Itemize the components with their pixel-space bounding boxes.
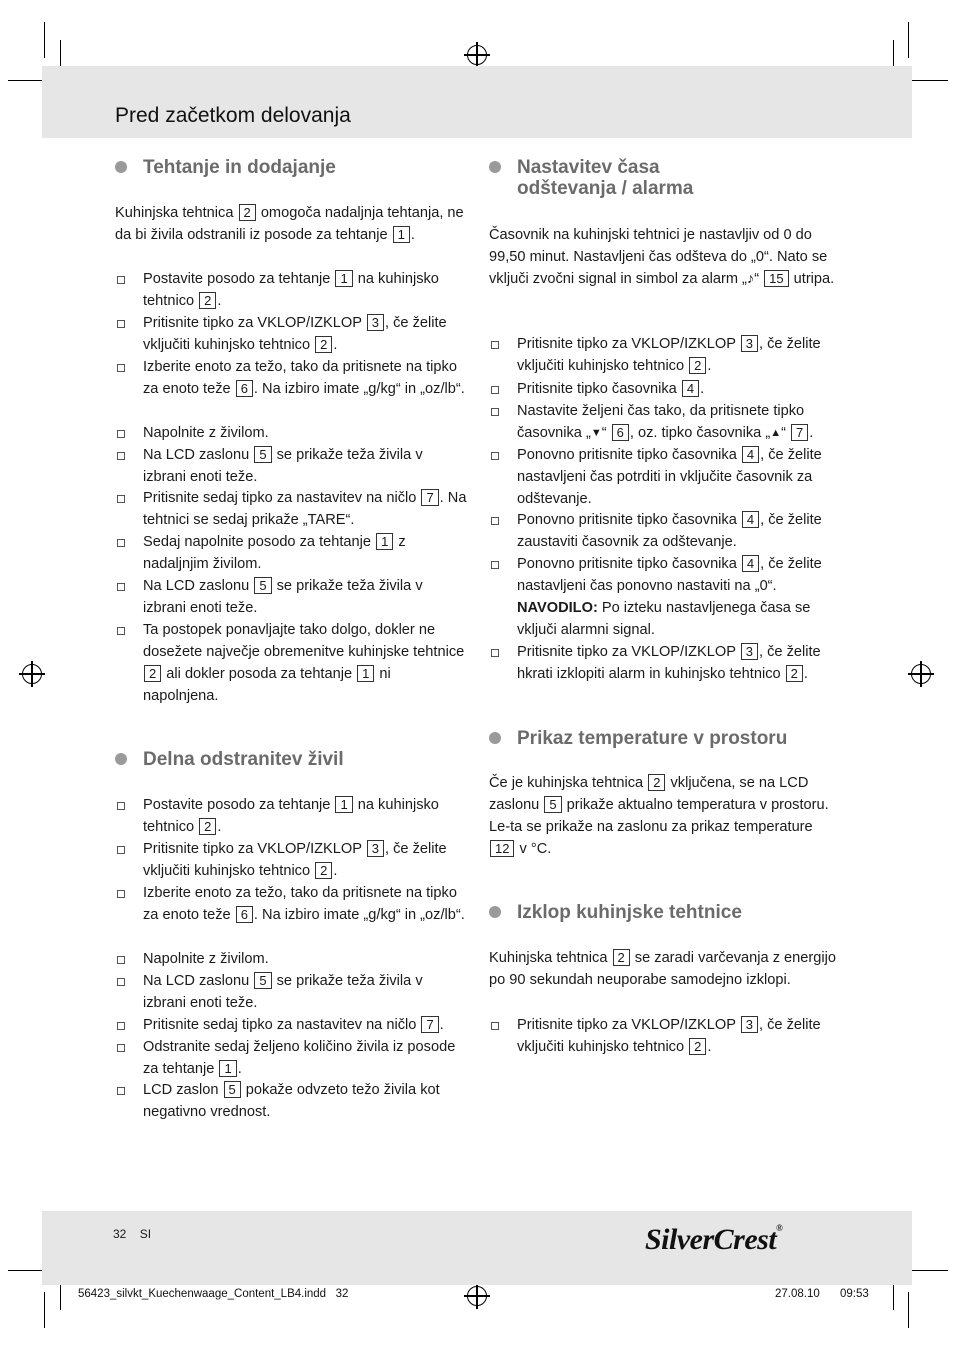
section-heading-partial-removal: [115, 749, 344, 770]
bullet-dot-icon: [489, 906, 501, 918]
list-item: Ponovno pritisnite tipko časovnika 4 , če želite zaustaviti časovnik za odštevanje.: [489, 509, 841, 553]
brand-logo: [645, 1223, 782, 1257]
checkbox-square-icon: [117, 846, 125, 854]
page-title: Pred začetkom delovanja: [115, 104, 351, 127]
ref-number: 1: [335, 796, 352, 813]
ref-number: 3: [741, 643, 758, 660]
ref-number: 7: [421, 489, 438, 506]
crop-mark: [8, 1270, 44, 1271]
section-heading-auto-off: [489, 902, 742, 923]
bullet-dot-icon: [115, 753, 127, 765]
ref-number: 15: [764, 270, 788, 287]
checkbox-square-icon: [117, 364, 125, 372]
intro-paragraph: Kuhinjska tehtnica 2 se zaradi varčevanja z energijo po 90 sekundah neuporabe samodejno izklopi.: [489, 950, 836, 988]
title-line: Nastavitev časa: [517, 157, 660, 178]
ref-number: 4: [742, 555, 759, 572]
registration-mark-icon: [467, 1286, 487, 1306]
checkbox-square-icon: [491, 649, 499, 657]
triangle-up-icon: ▲: [770, 427, 782, 439]
ref-number: 2: [144, 665, 161, 682]
ref-number: 2: [613, 949, 630, 966]
registered-mark: ®: [776, 1223, 783, 1233]
checkbox-square-icon: [117, 978, 125, 986]
ref-number: 5: [224, 1081, 241, 1098]
checkbox-square-icon: [491, 386, 499, 394]
logo-text: SilverCrest: [645, 1223, 777, 1256]
ref-number: 4: [682, 380, 699, 397]
checkbox-square-icon: [117, 1087, 125, 1095]
title-line: odštevanja / alarma: [517, 178, 694, 199]
section-title: Tehtanje in dodajanje: [143, 157, 336, 178]
crop-mark: [8, 80, 44, 81]
file-name: 56423_silvkt_Kuechenwaage_Content_LB4.indd 32: [78, 1288, 349, 1300]
intro-paragraph: Če je kuhinjska tehtnica 2 vključena, se na LCD zaslonu 5 prikaže aktualno temperatura v prostoru. Le-ta se prikaže na zaslonu za prikaz temperature 12 v °C.: [489, 775, 829, 857]
ref-number: 3: [367, 314, 384, 331]
checkbox-square-icon: [117, 583, 125, 591]
ref-number: 1: [219, 1060, 236, 1077]
section-title: Prikaz temperature v prostoru: [517, 728, 788, 749]
ref-number: 2: [199, 292, 216, 309]
crop-mark: [912, 1270, 948, 1271]
list-item: Pritisnite sedaj tipko za nastavitev na ničlo 7 .: [115, 1014, 467, 1036]
checkbox-square-icon: [117, 430, 125, 438]
list-item: Sedaj napolnite posodo za tehtanje 1 z nadaljnjim živilom.: [115, 531, 467, 575]
checkbox-square-icon: [117, 320, 125, 328]
ref-number: 2: [648, 774, 665, 791]
section-heading-temperature: [489, 728, 787, 749]
ref-number: 12: [490, 840, 514, 857]
crop-mark: [44, 22, 45, 58]
checkbox-square-icon: [491, 452, 499, 460]
section-heading-timer: [489, 157, 693, 199]
list-item: Pritisnite tipko za VKLOP/IZKLOP 3 , če želite vključiti kuhinjsko tehtnico 2 .: [115, 312, 467, 356]
ref-number: 4: [742, 511, 759, 528]
ref-number: 2: [689, 357, 706, 374]
list-item: Odstranite sedaj željeno količino živila iz posode za tehtanje 1 .: [115, 1036, 467, 1080]
registration-mark-icon: [22, 664, 42, 684]
crop-mark: [60, 1282, 61, 1310]
checkbox-square-icon: [117, 627, 125, 635]
list-item: Postavite posodo za tehtanje 1 na kuhinjsko tehtnico 2 .: [115, 794, 467, 838]
ref-number: 1: [376, 533, 393, 550]
list-item: Pritisnite sedaj tipko za nastavitev na ničlo 7 . Na tehtnici se sedaj prikaže „TARE“.: [115, 487, 467, 531]
checkbox-square-icon: [117, 495, 125, 503]
ref-number: 1: [335, 270, 352, 287]
checkbox-square-icon: [117, 956, 125, 964]
list-item: Pritisnite tipko časovnika 4 .: [489, 378, 841, 400]
ref-number: 5: [254, 577, 271, 594]
ref-number: 3: [741, 335, 758, 352]
list-item: Na LCD zaslonu 5 se prikaže teža živila v izbrani enoti teže.: [115, 575, 467, 619]
text: omogoča nadaljnja tehtanja, ne da bi živila odstranili iz posode za tehtanje: [115, 205, 464, 243]
print-date: 27.08.10: [775, 1288, 820, 1300]
list-item: Na LCD zaslonu 5 se prikaže teža živila v izbrani enoti teže.: [115, 970, 467, 1014]
checkbox-square-icon: [491, 408, 499, 416]
ref-number: 2: [315, 336, 332, 353]
crop-mark: [908, 22, 909, 58]
list-item: Pritisnite tipko za VKLOP/IZKLOP 3 , če želite vključiti kuhinjsko tehtnico 2 .: [489, 333, 841, 377]
checkbox-square-icon: [117, 276, 125, 284]
list-item: Ponovno pritisnite tipko časovnika 4 , če želite nastavljeni čas ponovno nastaviti na „0“. NAVODILO: Po izteku nastavljenega časa se vključi alarmni signal.: [489, 553, 841, 641]
ref-number: 5: [254, 972, 271, 989]
ref-number: 2: [315, 862, 332, 879]
crop-mark: [893, 40, 894, 68]
ref-number: 6: [236, 906, 253, 923]
ref-number: 3: [367, 840, 384, 857]
ref-number: 3: [741, 1016, 758, 1033]
list-item: Nastavite željeni čas tako, da pritisnete tipko časovnika „▼“ 6 , oz. tipko časovnika „▲“ 7 .: [489, 400, 841, 444]
ref-number: 2: [199, 818, 216, 835]
ref-number: 6: [612, 424, 629, 441]
section-title: Delna odstranitev živil: [143, 749, 344, 770]
registration-mark-icon: [911, 664, 931, 684]
checkbox-square-icon: [117, 1044, 125, 1052]
intro-paragraph: Časovnik na kuhinjski tehtnici je nastavljiv od 0 do 99,50 minut. Nastavljeni čas odšteva do „0“. Nato se vključi zvočni signal in simbol za alarm „♪“ 15 utripa.: [489, 227, 835, 287]
ref-number: 5: [254, 446, 271, 463]
list-item: LCD zaslon 5 pokaže odvzeto težo živila kot negativno vrednost.: [115, 1079, 467, 1123]
checkbox-square-icon: [491, 561, 499, 569]
list-item: Pritisnite tipko za VKLOP/IZKLOP 3 , če želite hkrati izklopiti alarm in kuhinjsko tehtnico 2 .: [489, 641, 841, 685]
note-label: NAVODILO:: [517, 600, 598, 616]
list-item: Pritisnite tipko za VKLOP/IZKLOP 3 , če želite vključiti kuhinjsko tehtnico 2 .: [115, 838, 467, 882]
ref-number: 6: [236, 380, 253, 397]
ref-number: 5: [544, 796, 561, 813]
ref-number: 2: [239, 204, 256, 221]
section-title: Izklop kuhinjske tehtnice: [517, 902, 742, 923]
checkbox-square-icon: [491, 1022, 499, 1030]
print-time: 09:53: [840, 1288, 869, 1300]
page-number-line: [113, 1227, 151, 1241]
checkbox-square-icon: [117, 1022, 125, 1030]
list-item: Napolnite z živilom.: [115, 948, 467, 970]
checkbox-square-icon: [117, 452, 125, 460]
checkbox-square-icon: [117, 539, 125, 547]
checkbox-square-icon: [117, 890, 125, 898]
triangle-down-icon: ▼: [590, 427, 602, 439]
bullet-dot-icon: [115, 161, 127, 173]
crop-mark: [60, 40, 61, 68]
text: .: [410, 227, 415, 243]
ref-number: 7: [421, 1016, 438, 1033]
ref-number: 1: [393, 226, 410, 243]
ref-number: 2: [786, 665, 803, 682]
list-item: Napolnite z živilom.: [115, 422, 467, 444]
section-title: [517, 157, 693, 199]
intro-paragraph: [115, 202, 467, 246]
registration-mark-icon: [467, 45, 487, 65]
crop-mark: [893, 1282, 894, 1310]
list-item: Ponovno pritisnite tipko časovnika 4 , če želite nastavljeni čas potrditi in vključite časovnik za odštevanje.: [489, 444, 841, 510]
checkbox-square-icon: [491, 517, 499, 525]
bullet-dot-icon: [489, 732, 501, 744]
list-item: Izberite enoto za težo, tako da pritisnete na tipko za enoto teže 6 . Na izbiro imate „g/kg“ in „oz/lb“.: [115, 356, 467, 400]
list-item: Pritisnite tipko za VKLOP/IZKLOP 3 , če želite vključiti kuhinjsko tehtnico 2 .: [489, 1014, 841, 1058]
list-item: Ta postopek ponavljajte tako dolgo, dokler ne dosežete največje obremenitve kuhinjske tehtnice 2 ali dokler posoda za tehtanje 1 ni napolnjena.: [115, 619, 467, 707]
bullet-dot-icon: [489, 161, 501, 173]
text: Kuhinjska tehtnica: [115, 205, 234, 221]
list-item: Izberite enoto za težo, tako da pritisnete na tipko za enoto teže 6 . Na izbiro imate „g/kg“ in „oz/lb“.: [115, 882, 467, 926]
ref-number: 7: [791, 424, 808, 441]
checkbox-square-icon: [491, 341, 499, 349]
language-code: SI: [139, 1227, 152, 1241]
ref-number: 1: [357, 665, 374, 682]
ref-number: 4: [742, 446, 759, 463]
list-item: Postavite posodo za tehtanje 1 na kuhinjsko tehtnico 2 .: [115, 268, 467, 312]
crop-mark: [908, 1292, 909, 1328]
alarm-icon: ♪: [746, 271, 755, 287]
checkbox-square-icon: [117, 802, 125, 810]
ref-number: 2: [689, 1038, 706, 1055]
page-number: 32: [113, 1227, 127, 1241]
section-heading-weighing: [115, 157, 336, 178]
list-item: Na LCD zaslonu 5 se prikaže teža živila v izbrani enoti teže.: [115, 444, 467, 488]
crop-mark: [44, 1292, 45, 1328]
crop-mark: [912, 80, 948, 81]
